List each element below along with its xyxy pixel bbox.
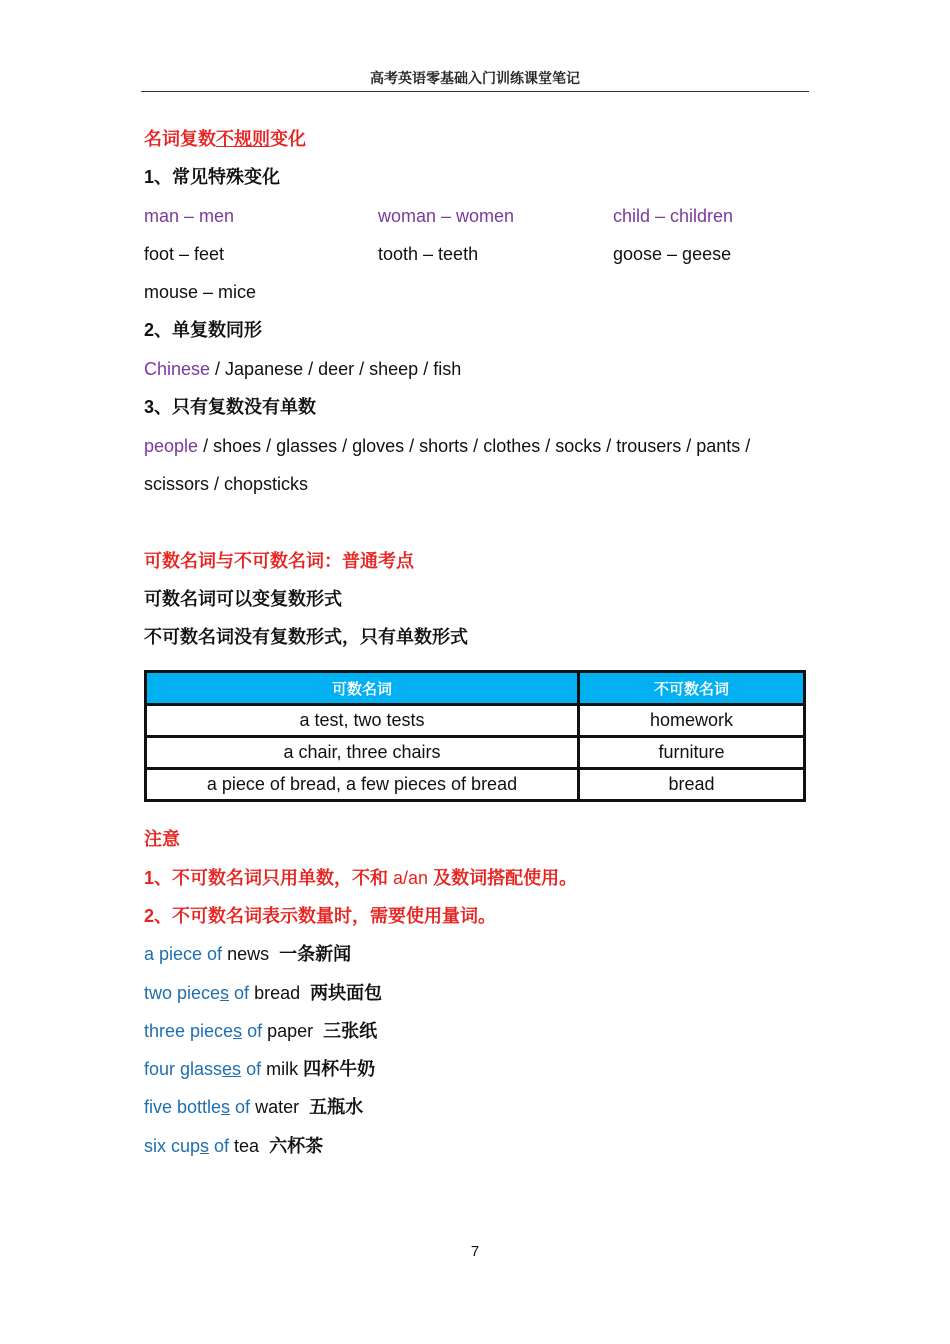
- table-header-row: [146, 672, 805, 705]
- table-cell: a chair, three chairs: [146, 737, 579, 769]
- pair-mouse-mice: mouse – mice: [144, 282, 257, 302]
- table-cell: furniture: [579, 737, 805, 769]
- section-title-countable: 可数名词与不可数名词：普通考点: [144, 551, 414, 571]
- pair-woman-women: woman – women: [378, 206, 515, 226]
- example-quantifier: five bottle: [144, 1097, 222, 1117]
- same-form-rest: / Japanese / deer / sheep / fish: [210, 359, 462, 379]
- example-plural-suffix: s: [221, 1097, 231, 1117]
- example-noun: paper: [262, 1021, 314, 1041]
- note-1-en: a/an: [393, 868, 429, 888]
- table-cell: bread: [579, 769, 805, 801]
- example-chinese: 三张纸: [323, 1021, 378, 1041]
- example-chinese: 五瓶水: [309, 1097, 364, 1117]
- same-form-list: [144, 357, 461, 381]
- table-cell: a piece of bread, a few pieces of bread: [146, 769, 579, 801]
- section-title-irregular-plurals: [144, 127, 306, 151]
- example-quantifier: two piece: [144, 983, 221, 1003]
- pair-goose-geese: goose – geese: [613, 244, 732, 264]
- example-line: [144, 942, 351, 966]
- note-1-post: 及数词搭配使用。: [428, 868, 578, 888]
- countable-rule: 可数名词可以变复数形式: [144, 589, 342, 609]
- example-plural-suffix: es: [222, 1059, 242, 1079]
- page-header-title: 高考英语零基础入门训练课堂笔记: [370, 70, 580, 86]
- example-of: of: [242, 1021, 263, 1041]
- plural-only-first: people: [144, 436, 199, 456]
- table-header-countable: 可数名词: [146, 672, 579, 705]
- pair-child-children: child – children: [613, 206, 734, 226]
- example-line: [144, 981, 382, 1005]
- countable-uncountable-table: [144, 670, 806, 802]
- example-quantifier: three piece: [144, 1021, 234, 1041]
- note-1: [144, 866, 577, 890]
- example-line: [144, 1019, 377, 1043]
- example-of: of: [241, 1059, 262, 1079]
- example-chinese: 两块面包: [310, 983, 383, 1003]
- table-row: [146, 705, 805, 737]
- example-of: of: [229, 983, 250, 1003]
- table-cell: a test, two tests: [146, 705, 579, 737]
- table-cell: homework: [579, 705, 805, 737]
- table-row: [146, 737, 805, 769]
- notes-title: 注意: [144, 829, 180, 849]
- example-quantifier: a piece: [144, 944, 203, 964]
- example-chinese: 六杯茶: [269, 1136, 324, 1156]
- example-plural-suffix: s: [220, 983, 230, 1003]
- example-noun: water: [250, 1097, 300, 1117]
- example-chinese: 一条新闻: [279, 944, 352, 964]
- example-quantifier: four glass: [144, 1059, 223, 1079]
- note-2: 2、不可数名词表示数量时，需要使用量词。: [144, 906, 497, 926]
- section-title-part: 变化: [270, 129, 306, 149]
- example-line: [144, 1057, 375, 1081]
- example-of: of: [209, 1136, 230, 1156]
- section-title-part: 名词复数: [144, 129, 216, 149]
- example-chinese: 四杯牛奶: [303, 1059, 376, 1079]
- example-noun: news: [222, 944, 270, 964]
- example-quantifier: six cup: [144, 1136, 201, 1156]
- table-row: [146, 769, 805, 801]
- same-form-first: Chinese: [144, 359, 211, 379]
- subheading-plural-only: 3、只有复数没有单数: [144, 397, 317, 417]
- note-1-pre: 1、不可数名词只用单数，不和: [144, 868, 394, 888]
- section-title-underlined: 不规则: [216, 129, 270, 149]
- example-plural-suffix: s: [200, 1136, 210, 1156]
- example-of: of: [230, 1097, 251, 1117]
- example-of: of: [202, 944, 223, 964]
- header-divider: [141, 91, 809, 92]
- pair-foot-feet: foot – feet: [144, 244, 225, 264]
- uncountable-rule: 不可数名词没有复数形式，只有单数形式: [144, 627, 468, 647]
- example-plural-suffix: s: [233, 1021, 243, 1041]
- table-header-uncountable: 不可数名词: [579, 672, 805, 705]
- page-number: 7: [470, 1243, 480, 1260]
- example-line: [144, 1134, 323, 1158]
- example-line: [144, 1095, 363, 1119]
- pair-man-men: man – men: [144, 206, 235, 226]
- example-noun: bread: [249, 983, 301, 1003]
- plural-only-rest: / shoes / glasses / gloves / shorts / clothes / socks / trousers / pants /: [198, 436, 751, 456]
- example-noun: tea: [229, 1136, 260, 1156]
- plural-only-list: [144, 434, 750, 458]
- subheading-same-form: 2、单复数同形: [144, 320, 263, 340]
- subheading-special-changes: 1、常见特殊变化: [144, 167, 281, 187]
- plural-only-list-line2: scissors / chopsticks: [144, 474, 309, 494]
- pair-tooth-teeth: tooth – teeth: [378, 244, 479, 264]
- example-noun: milk: [261, 1059, 299, 1079]
